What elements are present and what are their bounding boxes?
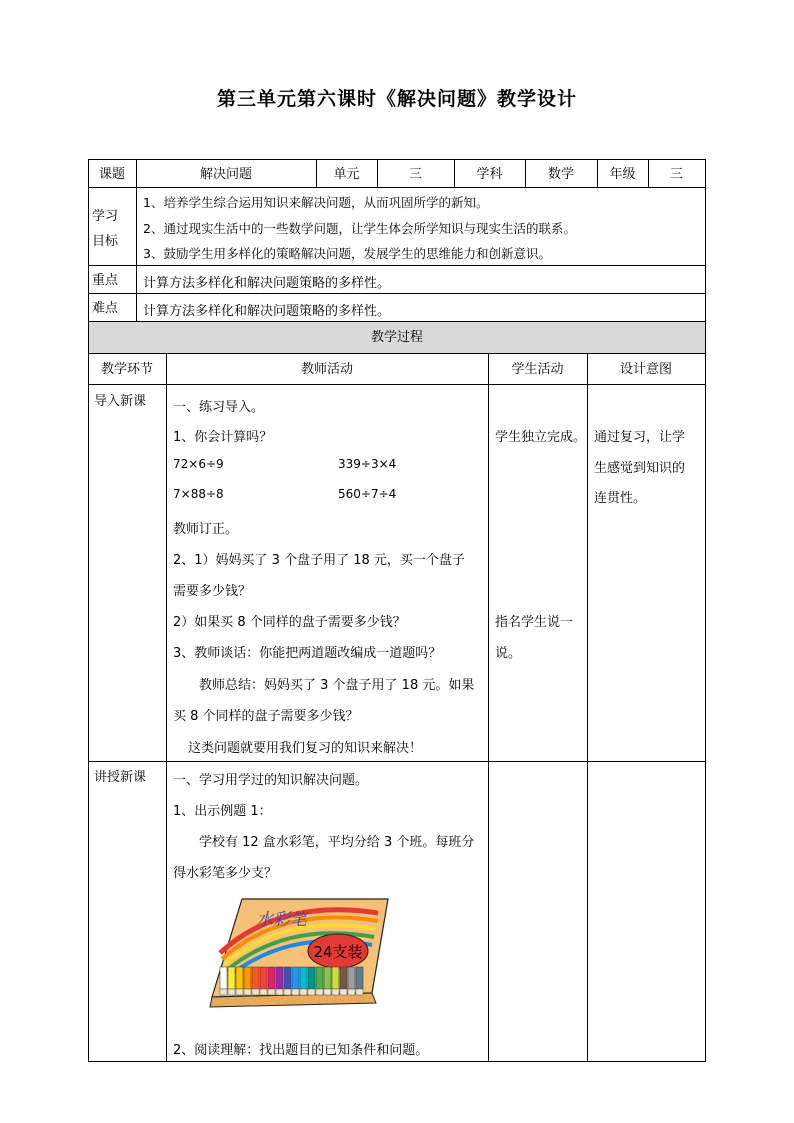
teacher-line: 一、练习导入。 — [173, 400, 265, 415]
objective-item: 3、鼓励学生用多样化的策略解决问题，发展学生的思维能力和创新意识。 — [143, 246, 551, 261]
teacher-line: 1、你会计算吗？ — [173, 430, 273, 445]
key-point-text: 计算方法多样化和解决问题策略的多样性。 — [143, 276, 391, 291]
student-activity: 说。 — [495, 646, 522, 661]
teacher-line: 学校有 12 盒水彩笔，平均分给 3 个班。每班分 — [199, 835, 475, 850]
difficulty-label: 难点 — [92, 301, 119, 316]
expression: 7×88÷8 — [173, 487, 224, 501]
teacher-line: 得水彩笔多少支？ — [173, 866, 278, 881]
column-header-teacher: 教师活动 — [300, 362, 353, 377]
design-intent: 连贯性。 — [594, 491, 647, 506]
column-header-intent: 设计意图 — [619, 362, 672, 377]
table-border-left — [88, 159, 89, 1062]
table-line — [88, 384, 706, 385]
teacher-line: 1、出示例题 1： — [173, 804, 272, 819]
design-intent: 通过复习，让学 — [594, 430, 686, 445]
teacher-line: 3、教师谈话：你能把两道题改编成一道题吗？ — [173, 646, 442, 661]
objectives-label-1: 学习 — [92, 209, 119, 224]
teacher-line: 2）如果买 8 个同样的盘子需要多少钱？ — [173, 615, 406, 630]
column-header-student: 学生活动 — [511, 362, 564, 377]
objective-item: 1、培养学生综合运用知识来解决问题，从而巩固所学的新知。 — [143, 195, 489, 210]
table-line — [88, 761, 706, 762]
student-activity: 学生独立完成。 — [495, 430, 587, 445]
danyuan-label: 单元 — [333, 167, 360, 182]
teacher-line: 教师订正。 — [173, 522, 239, 537]
stage-intro: 导入新课 — [94, 394, 147, 409]
badge-text: 24支装 — [313, 943, 363, 961]
teacher-line: 2、1）妈妈买了 3 个盘子用了 18 元，买一个盘子 — [173, 553, 465, 568]
keti-label: 课题 — [98, 167, 125, 182]
teacher-line: 2、阅读理解：找出题目的已知条件和问题。 — [173, 1043, 429, 1058]
nianji-label: 年级 — [609, 167, 636, 182]
table-line — [488, 353, 489, 1062]
difficulty-text: 计算方法多样化和解决问题策略的多样性。 — [143, 304, 391, 319]
teacher-line: 教师总结：妈妈买了 3 个盘子用了 18 元。如果 — [199, 678, 475, 693]
process-title: 教学过程 — [370, 330, 423, 345]
table-line — [88, 265, 706, 266]
stage-new-lesson: 讲授新课 — [94, 770, 147, 785]
document-title: 第三单元第六课时《解决问题》教学设计 — [216, 88, 577, 110]
teacher-line: 一、学习用学过的知识解决问题。 — [173, 773, 369, 788]
column-header-stage: 教学环节 — [100, 362, 153, 377]
objectives-label-2: 目标 — [92, 234, 119, 249]
brand-text: 水彩笔 — [256, 910, 307, 930]
expression: 72×6÷9 — [173, 457, 224, 471]
key-point-label: 重点 — [92, 273, 119, 288]
table-border-bottom — [88, 1061, 706, 1062]
watercolor-pen-box-image — [200, 893, 400, 1023]
teacher-line: 需要多少钱？ — [173, 584, 252, 599]
danyuan-value: 三 — [408, 167, 422, 182]
table-line — [587, 353, 588, 1062]
table-border-top — [88, 159, 706, 160]
teacher-line: 买 8 个同样的盘子需要多少钱？ — [173, 709, 359, 724]
table-line — [88, 353, 706, 354]
table-line — [88, 321, 706, 322]
keti-value: 解决问题 — [199, 167, 252, 182]
xueke-value: 数学 — [547, 167, 574, 182]
design-intent: 生感觉到知识的 — [594, 461, 686, 476]
objective-item: 2、通过现实生活中的一些数学问题，让学生体会所学知识与现实生活的联系。 — [143, 221, 576, 236]
table-border-right — [705, 159, 706, 1062]
expression: 560÷7÷4 — [338, 487, 397, 501]
xueke-label: 学科 — [476, 167, 503, 182]
table-line — [88, 187, 706, 188]
expression: 339÷3×4 — [338, 457, 397, 471]
teacher-line: 这类问题就要用我们复习的知识来解决！ — [188, 741, 423, 756]
table-line — [166, 353, 167, 1062]
table-line — [88, 293, 706, 294]
student-activity: 指名学生说一 — [495, 615, 574, 630]
nianji-value: 三 — [669, 167, 683, 182]
